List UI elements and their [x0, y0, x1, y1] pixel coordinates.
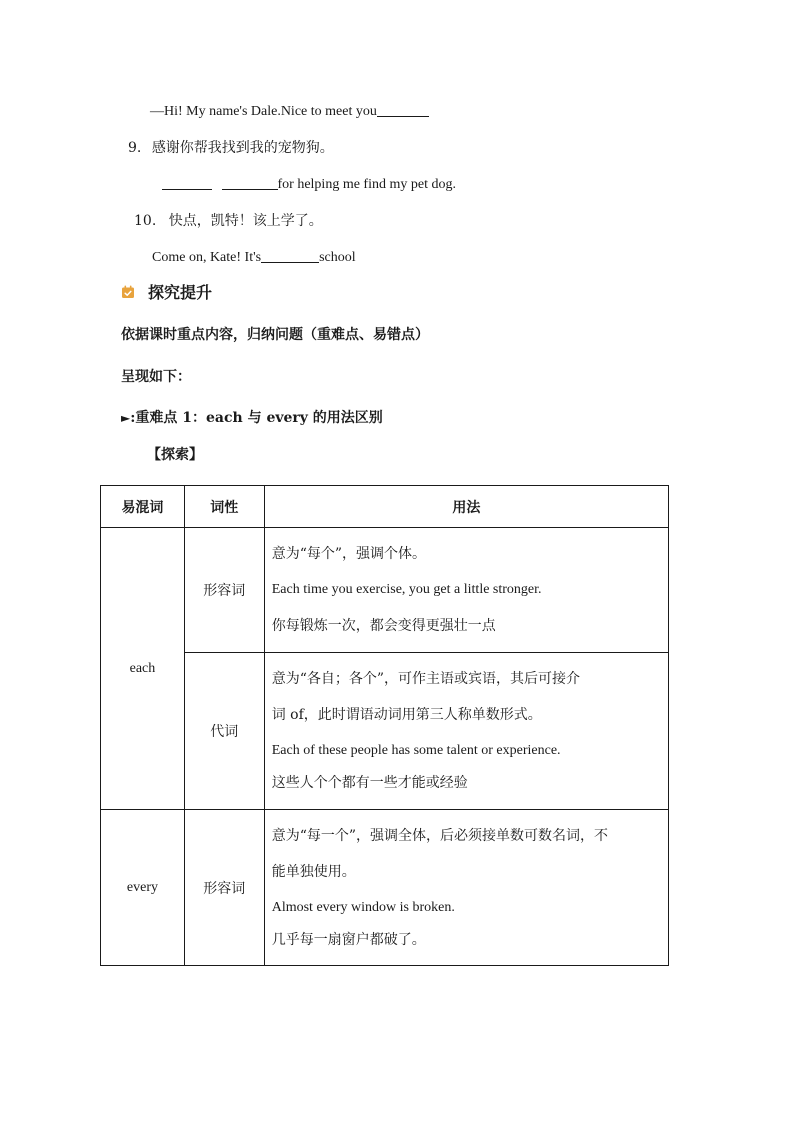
pos-cell: 形容词 [184, 810, 264, 966]
word-cell: every [101, 810, 185, 966]
word-cell: each [101, 528, 185, 810]
table-row [101, 653, 669, 810]
question-english-after: school [319, 250, 356, 265]
pos-cell: 形容词 [184, 528, 264, 653]
question-number: 9. [128, 140, 142, 156]
usage-text: 意为“每一个”，强调全体，后必须接单数可数名词，不 [271, 827, 609, 844]
dialog-text: —Hi! My name's Dale.Nice to meet you [150, 104, 377, 119]
section-intro-1: 依据课时重点内容，归纳问题（重难点、易错点） [121, 327, 429, 343]
section-intro-2: 呈现如下： [121, 369, 191, 385]
question-chinese: 快点，凯特！该上学了。 [168, 213, 323, 229]
key-point-text: :重难点 1：each 与 every 的用法区别 [130, 410, 383, 426]
usage-example: Almost every window is broken. [271, 899, 455, 915]
answer-blank[interactable] [377, 102, 429, 117]
usage-example: Each of these people has some talent or experience. [271, 743, 561, 758]
table-row [101, 810, 669, 966]
pos-cell: 代词 [184, 653, 264, 810]
question-10 [134, 211, 323, 231]
usage-translation: 这些人个个都有一些才能或经验 [271, 775, 468, 791]
question-chinese: 感谢你帮我找到我的宠物狗。 [151, 140, 334, 156]
table-row [101, 528, 669, 653]
question-number: 10. [134, 213, 157, 229]
usage-cell [264, 810, 668, 966]
header-usage: 用法 [264, 486, 668, 528]
dialog-line [150, 102, 429, 122]
section-title: 探究提升 [148, 283, 213, 302]
question-english: for helping me find my pet dog. [277, 177, 456, 192]
answer-blank[interactable] [261, 248, 319, 263]
question-english-before: Come on, Kate! It's [152, 250, 262, 265]
explore-label: 【探索】 [147, 447, 203, 463]
header-pos: 词性 [184, 486, 264, 528]
calendar-icon [121, 285, 135, 299]
usage-text: 能单独使用。 [271, 863, 356, 880]
question-9 [128, 138, 334, 158]
usage-translation: 几乎每一扇窗户都破了。 [271, 931, 426, 948]
point-marker-icon: ► [121, 411, 131, 425]
comparison-table [100, 485, 669, 966]
usage-text: 意为“各自；各个”，可作主语或宾语，其后可接介 [271, 671, 581, 687]
usage-text: 意为“每个”，强调个体。 [271, 546, 427, 562]
question-9-english [162, 175, 456, 195]
answer-blank[interactable] [162, 175, 212, 190]
question-10-english [152, 248, 356, 268]
usage-text: 词 of，此时谓语动词用第三人称单数形式。 [271, 707, 542, 723]
header-word: 易混词 [101, 486, 185, 528]
usage-translation: 你每锻炼一次，都会变得更强壮一点 [271, 618, 496, 634]
table-header-row [101, 486, 669, 528]
key-point-title [121, 408, 383, 428]
usage-example: Each time you exercise, you get a little stronger. [271, 582, 542, 597]
usage-cell [264, 528, 668, 653]
usage-cell [264, 653, 668, 810]
answer-blank[interactable] [222, 175, 278, 190]
